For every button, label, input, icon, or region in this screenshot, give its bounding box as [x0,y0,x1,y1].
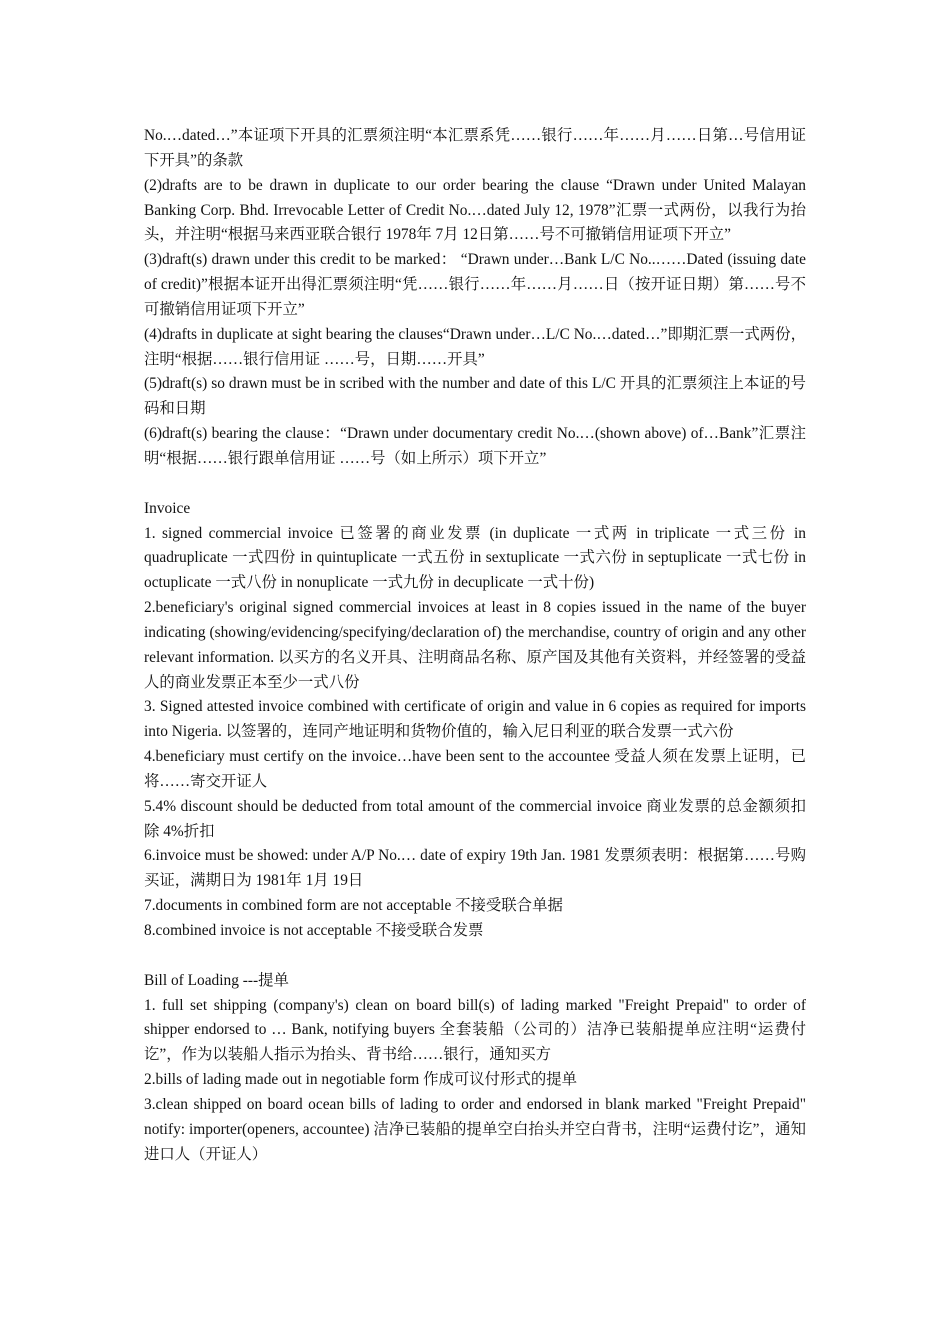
list-item: 6.invoice must be showed: under A/P No.… date of expiry 19th Jan. 1981 发票须表明：根据第……号购买证，满期日为 1981年 1月 19日 [144,847,806,890]
section-heading: Invoice [144,499,191,517]
list-item: 1. signed commercial invoice 已签署的商业发票 (in duplicate 一式两 in triplicate 一式三份 in quadruplicate 一式四份 in quintuplicate 一式五份 in sextuplicate 一式六份 in septuplicate 一式七份 in octuplicate 一式八份 in nonuplicate 一式九份 in decuplicate 一式十份) [144,524,806,592]
list-item: 4.beneficiary must certify on the invoice…have been sent to the accountee 受益人须在发票上证明，已将……寄交开证人 [144,748,806,790]
list-item: 7.documents in combined form are not acceptable 不接受联合单据 [144,897,563,915]
drafts-section [144,124,806,472]
spacer [144,472,806,497]
bill-of-loading-section [144,969,806,1168]
invoice-section [144,497,806,944]
spacer [144,944,806,969]
list-item: 8.combined invoice is not acceptable 不接受联合发票 [144,922,484,939]
list-item: 3.clean shipped on board ocean bills of lading to order and endorsed in blank marked "Freight Prepaid" notify: importer(openers, accountee) 洁净已装船的提单空白抬头并空白背书，注明“运费付讫”，通知进口人（开证人） [144,1095,806,1163]
document-page [144,124,806,1167]
paragraph: (4)drafts in duplicate at sight bearing the clauses“Drawn under…L/C No.…dated…”即期汇票一式两份，注明“根据……银行信用证 ……号，日期……开具” [144,325,806,368]
paragraph: No.…dated…”本证项下开具的汇票须注明“本汇票系凭……银行……年……月……日第…号信用证下开具”的条款 [144,127,806,169]
list-item: 2.beneficiary's original signed commercial invoices at least in 8 copies issued in the name of the buyer indicating (showing/evidencing/specifying/declaration of) the merchandise, country of origin and any other relevant information. 以买方的名义开具、注明商品名称、原产国及其他有关资料，并经签署的受益人的商业发票正本至少一式八份 [144,599,806,691]
list-item: 1. full set shipping (company's) clean on board bill(s) of lading marked "Freight Prepaid" to order of shipper endorsed to … Bank, notifying buyers 全套装船（公司的）洁净已装船提单应注明“运费付讫”，作为以装船人指示为抬头、背书给……银行，通知买方 [144,996,806,1064]
list-item: 3. Signed attested invoice combined with certificate of origin and value in 6 copies as required for imports into Nigeria. 以签署的，连同产地证明和货物价值的，输入尼日利亚的联合发票一式六份 [144,698,806,741]
list-item: 5.4% discount should be deducted from total amount of the commercial invoice 商业发票的总金额须扣除 4%折扣 [144,797,806,840]
paragraph: (3)draft(s) drawn under this credit to be marked： “Drawn under…Bank L/C No..……Dated (issuing date of credit)”根据本证开出得汇票须注明“凭……银行……年……月……日（按开证日期）第……号不可撤销信用证项下开立” [144,251,806,318]
paragraph: (2)drafts are to be drawn in duplicate to our order bearing the clause “Drawn under United Malayan Banking Corp. Bhd. Irrevocable Letter of Credit No.…dated July 12, 1978”汇票一式两份，以我行为抬头，并注明“根据马来西亚联合银行 1978年 7月 12日第……号不可撤销信用证项下开立” [144,176,806,244]
list-item: 2.bills of lading made out in negotiable form 作成可议付形式的提单 [144,1071,578,1089]
paragraph: (5)draft(s) so drawn must be in scribed with the number and date of this L/C 开具的汇票须注上本证的号码和日期 [144,375,806,418]
paragraph: (6)draft(s) bearing the clause：“Drawn under documentary credit No.…(shown above) of…Bank”汇票注明“根据……银行跟单信用证 ……号（如上所示）项下开立” [144,425,806,467]
section-heading: Bill of Loading ---提单 [144,971,289,989]
